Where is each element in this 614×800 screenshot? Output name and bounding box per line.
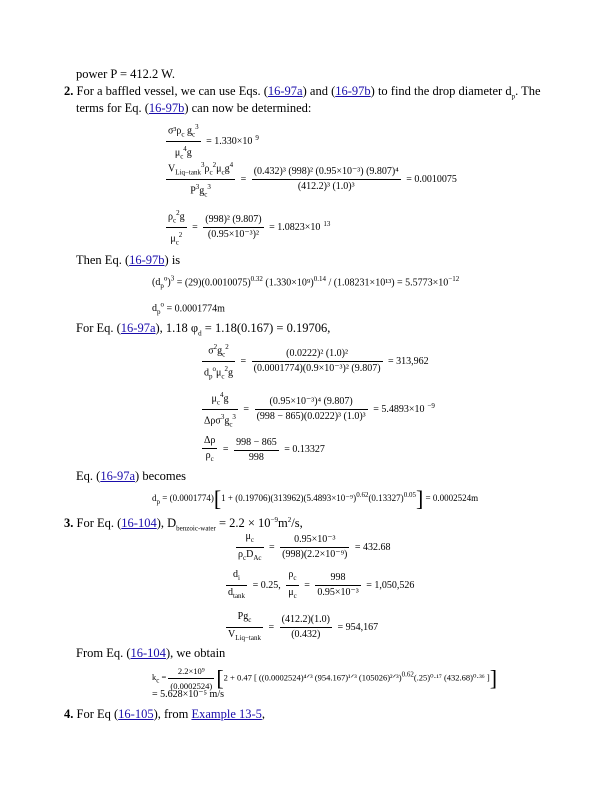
item-number: 3.	[64, 516, 74, 531]
equation-result: = 1.330×10	[206, 135, 253, 147]
fraction-rhs: $\frac{998 - 865}{998}$	[236, 436, 277, 463]
eq-link-16-104[interactable]: 16-104	[121, 516, 157, 531]
exponent: −9	[270, 516, 279, 524]
fraction-rhs: $\frac{\text{(998)² (9.807)}}{\text{(0.95×10⁻³)²}}$	[205, 214, 262, 241]
equation-result: = 0.0001774m	[166, 303, 225, 315]
eq-link-16-97b[interactable]: 16-97b	[148, 101, 185, 115]
equation-8: $\frac{\Delta\rho}{\rho_c}$ = $\frac{998 - 865}{998}$ = 0.13327	[202, 434, 328, 466]
equation-14	[152, 688, 224, 702]
equation-9: $d_p = (0.0001774)[1 + (0.19706)(313962)(5.4893\times 10^{-9})^{0.62}(0.13327)^{0.05}] = 0.0002524m$	[152, 485, 479, 511]
equation-result: = 0.13327	[284, 444, 325, 455]
equation-2: $\frac{V_{Liq-tank}^3\rho_c^2\mu_cg^4}{P^3g_c^3}$ = $\frac{\text{(0.432)³ (998)² (0.95×10⁻³) (9.807)⁴}}{\text{(412.2)³ (1.0)³}}$ = 0.0010075	[166, 158, 460, 202]
text-segment: /s,	[291, 516, 303, 531]
equation-result: = 5.628×10⁻⁵ m/s	[152, 689, 224, 700]
text-segment: For Eq. (	[73, 516, 122, 531]
fraction-lhs: $\frac{d_i}{d_{tank}}$	[228, 569, 246, 600]
subscript: p	[511, 92, 516, 101]
equation-result: = 432.68	[354, 541, 391, 553]
subscript: d	[198, 329, 202, 338]
text-segment: Eq. (	[76, 469, 101, 483]
fraction-lhs: $\frac{V_{Liq-tank}^3\rho_c^2\mu_cg^4}{P^3g_c^3}$	[166, 158, 235, 202]
text-segment: ,	[261, 707, 266, 721]
fraction-rhs: $\frac{\text{(0.0222)² (1.0)²}}{\text{(0.0001774)(0.9×10⁻³)² (9.807)}}$	[253, 348, 381, 375]
text-segment: . The	[515, 84, 541, 98]
power-text: power P = 412.2 W.	[76, 67, 175, 81]
equation-term: (.25)⁰·¹⁷ (432.68)⁰·³⁶ ]	[413, 672, 490, 683]
equation-result: = 0.0002524m	[425, 493, 479, 503]
eq-becomes-line	[76, 468, 186, 484]
text-segment: For Eq (	[73, 707, 119, 721]
equation-11: $\frac{d_i}{d_{tank}}$ = 0.25, $\frac{\rho_c}{\mu_c}$ = $\frac{998}{\text{0.95×10⁻³}}$ = 1,050,526	[226, 568, 417, 603]
equation-6: $\frac{\sigma^2g_c^2}{d_p^o\mu_c^2g}$ = $\frac{\text{(0.0222)² (1.0)²}}{\text{(0.0001774)(0.9×10⁻³)² (9.807)}}$ = 313,962	[202, 340, 432, 384]
equation-term: = (29)(0.0010075)	[176, 277, 251, 289]
text-segment: ), from	[153, 707, 192, 721]
equation-term: (0.13327)	[368, 493, 404, 503]
exponent: 0.32	[250, 275, 263, 283]
equation-4: $(d_p^o)^3 = (29)(0.0010075)^{0.32}$ $(1.330\times 10^9)^{0.14} / (1.08231\times 10^{13}) = 5.5773\times 10^{-12}$	[152, 275, 460, 291]
text-segment: ), D	[156, 516, 177, 531]
equation-term: 1 + (0.19706)(313962)(5.4893×10⁻⁹)	[221, 493, 357, 503]
equation-term: (1.330×10⁹)	[265, 277, 314, 289]
exponent: 0.14	[313, 275, 326, 283]
equation-12: $\frac{Pg_c}{V_{Liq-tank}}$ = $\frac{(412.2)(1.0)}{(0.432)}$ = 954,167	[226, 610, 381, 645]
eq-link-16-104[interactable]: 16-104	[130, 646, 166, 660]
fraction-lhs: $\frac{Pg_c}{V_{Liq-tank}}$	[228, 611, 261, 642]
exponent: 0.62	[356, 491, 369, 499]
eq-link-16-105[interactable]: 16-105	[118, 707, 154, 721]
item-4-line	[64, 706, 265, 722]
fraction-rhs: $\frac{(412.2)(1.0)}{(0.432)}$	[281, 614, 330, 640]
text-segment: ), we obtain	[165, 646, 226, 660]
fraction-lhs: $\frac{\mu_c^4g}{\Delta\rho\sigma^3g_c^3}$	[202, 388, 238, 432]
item-number: 4.	[64, 707, 74, 721]
equation-result: = 0.0010075	[406, 173, 457, 185]
exponent: −9	[427, 401, 435, 410]
text-segment: terms for Eq. (	[76, 101, 149, 115]
equation-5: $d_p^o = 0.0001774m$	[152, 301, 225, 317]
equation-term: 2 + 0.47 [ ((0.0002524)⁴ᐟ³ (954.167)¹ᐟ³ (105026)²ᐟ³)	[223, 672, 402, 683]
text-power	[76, 66, 175, 82]
then-eq-line	[76, 252, 180, 268]
equation-result: = 1,050,526	[366, 579, 415, 591]
text-segment: ) becomes	[135, 469, 187, 483]
subscript: benzoic-water	[176, 524, 216, 533]
equation-3: $\frac{\rho_c^2g}{\mu_c^2}$ = $\frac{\text{(998)² (9.807)}}{\text{(0.95×10⁻³)²}}$ = 1.0823×10 $^{13}$	[166, 206, 330, 250]
text-segment: ) and (	[302, 84, 336, 98]
equation-result: = 954,167	[337, 621, 379, 633]
text-segment: Then Eq. (	[76, 253, 130, 267]
eq-link-16-97b[interactable]: 16-97b	[335, 84, 371, 98]
equation-7: $\frac{\mu_c^4g}{\Delta\rho\sigma^3g_c^3}$ = $\frac{\text{(0.95×10⁻³)⁴ (9.807)}}{\text{(998 − 865)(0.0222)³ (1.0)³}}$ = 5.4893×10 $^{-9}$	[202, 388, 435, 432]
example-link-13-5[interactable]: Example 13-5	[191, 707, 262, 721]
equation-result: = 5.4893×10	[373, 403, 425, 415]
fraction-lhs: $\frac{\sigma^2g_c^2}{d_p^o\mu_c^2g}$	[202, 340, 235, 384]
fraction-lhs: $\frac{\Delta\rho}{\rho_c}$	[204, 435, 216, 463]
equation-result: / (1.08231×10¹³) = 5.5773×10	[328, 277, 449, 289]
from-eq-line	[76, 645, 225, 661]
eq-link-16-97a[interactable]: 16-97a	[100, 469, 136, 483]
text-segment: ), 1.18 φ	[155, 321, 199, 335]
fraction-mid: $\frac{\rho_c}{\mu_c}$	[288, 569, 297, 600]
exponent: 0.05	[403, 491, 416, 499]
equation-result: = 313,962	[388, 355, 429, 367]
equation-term: = (0.0001774)	[162, 493, 214, 503]
fraction-rhs: $\frac{998}{\text{0.95×10⁻³}}$	[317, 572, 359, 598]
fraction-lhs: $\frac{\rho_c^2g}{\mu_c^2}$	[166, 206, 187, 250]
fraction: $\frac{\text{2.2×10⁹}}{(0.0002524)}$	[170, 666, 213, 691]
text-segment: ) to find the drop diameter d	[370, 84, 512, 98]
text-segment: For a baffled vessel, we can use Eqs. (	[73, 84, 268, 98]
eq-link-16-97b[interactable]: 16-97b	[129, 253, 165, 267]
equation-13: $k_c$ = $\frac{\text{2.2×10⁹}}{(0.0002524)}$ [2 + 0.47 [ ((0.0002524)⁴ᐟ³ (954.167)¹ᐟ³ (105026)²ᐟ³)$^{0.62}$(.25)⁰·¹⁷ (432.68)⁰·³⁶ ]]	[152, 665, 498, 691]
text-segment: ) can now be determined:	[184, 101, 312, 115]
exponent: 0.62	[401, 670, 414, 679]
exponent: 9	[255, 133, 259, 142]
item-2-line-2	[76, 100, 311, 116]
text-segment: = 2.2 × 10	[215, 516, 271, 531]
text-segment: = 1.18(0.167) = 0.19706,	[201, 321, 331, 335]
text-segment: ) is	[164, 253, 181, 267]
text-segment: For Eq. (	[76, 321, 121, 335]
exponent: 13	[323, 219, 331, 228]
fraction-lhs: $\frac{\mu_c}{\rho_cD_{Ac}}$	[238, 531, 262, 562]
for-eq-line	[76, 320, 330, 342]
fraction: $\frac{\sigma^3\rho_c g_c^3}{\mu_c^4g}$	[166, 120, 201, 164]
fraction-rhs: $\frac{\text{(0.95×10⁻³)⁴ (9.807)}}{\text{(998 − 865)(0.0222)³ (1.0)³}}$	[256, 396, 366, 423]
fraction-rhs: $\frac{\text{0.95×10⁻³}}{\text{(998)(2.2×10⁻⁹)}}$	[282, 534, 348, 560]
equation-result: = 1.0823×10	[269, 221, 321, 233]
item-number: 2.	[64, 84, 74, 98]
eq-link-16-97a[interactable]: 16-97a	[120, 321, 156, 335]
exponent: −12	[448, 275, 460, 283]
text-segment: m	[278, 516, 288, 531]
equation-result: = 0.25,	[252, 579, 281, 591]
equation-10: $\frac{\mu_c}{\rho_cD_{Ac}}$ = $\frac{\text{0.95×10⁻³}}{\text{(998)(2.2×10⁻⁹)}}$ = 432.68	[236, 530, 394, 565]
eq-link-16-97a[interactable]: 16-97a	[267, 84, 303, 98]
fraction-rhs: $\frac{\text{(0.432)³ (998)² (0.95×10⁻³) (9.807)⁴}}{\text{(412.2)³ (1.0)³}}$	[253, 166, 399, 193]
exponent: 2	[287, 516, 292, 524]
text-segment: From Eq. (	[76, 646, 131, 660]
